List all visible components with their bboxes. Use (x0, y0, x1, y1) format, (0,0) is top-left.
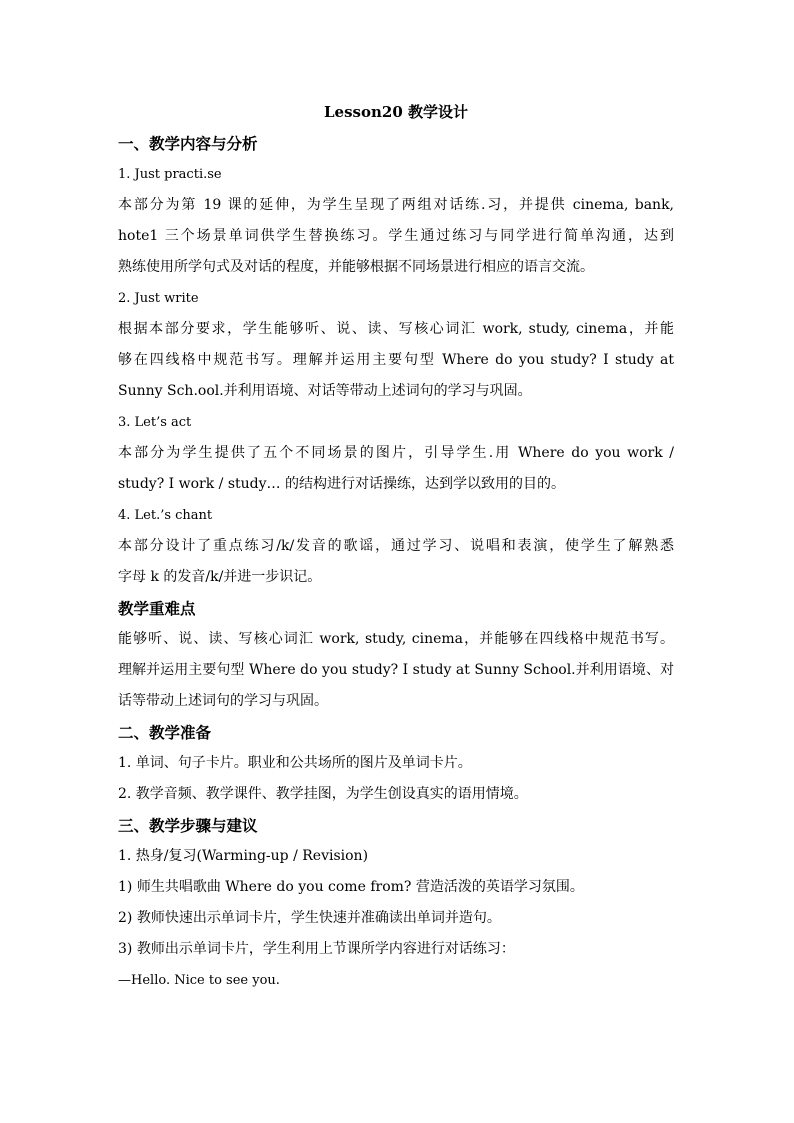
list-item: 1. 单词、句子卡片。职业和公共场所的图片及单词卡片。 (118, 755, 472, 771)
item-label-just-write: 2. Just write (118, 291, 199, 306)
paragraph-line: 熟练使用所学句式及对话的程度，并能够根据不同场景进行相应的语言交流。 (118, 259, 594, 275)
list-item: 2. 教学音频、教学课件、教学挂图，为学生创设真实的语用情境。 (118, 786, 528, 802)
list-item: 3) 教师出示单词卡片，学生利用上节课所学内容进行对话练习： (118, 941, 515, 957)
list-item: 2) 教师快速出示单词卡片，学生快速并准确读出单词并造句。 (118, 910, 501, 926)
paragraph-line: hote1 三个场景单词供学生替换练习。学生通过练习与同学进行简单沟通，达到 (118, 228, 674, 244)
item-label-lets-act: 3. Let’s act (118, 415, 192, 430)
section-heading-key-points: 教学重难点 (118, 599, 196, 618)
paragraph-line: 字母 k 的发音/k/并进一步识记。 (118, 569, 322, 585)
list-item: 1. 热身/复习(Warming-up / Revision) (118, 848, 369, 864)
paragraph-line: study? I work / study… 的结构进行对话操练，达到学以致用的目的。 (118, 476, 565, 492)
document-page (118, 96, 674, 996)
paragraph-line: 本部分为第 19 课的延伸，为学生呈现了两组对话练.习，并提供 cinema, bank, (118, 197, 674, 213)
paragraph-line: 理解并运用主要句型 Where do you study? I study at Sunny School.并利用语境、对 (118, 662, 674, 678)
document-title: Lesson20 教学设计 (324, 103, 468, 121)
paragraph-line: 能够听、说、读、写核心词汇 work, study, cinema，并能够在四线格中规范书写。 (118, 631, 674, 647)
paragraph-line: 话等带动上述词句的学习与巩固。 (118, 693, 328, 709)
paragraph-line: 够在四线格中规范书写。理解并运用主要句型 Where do you study? I study at (118, 352, 674, 368)
paragraph-line: 本部分设计了重点练习/k/发音的歌谣，通过学习、说唱和表演，使学生了解熟悉 (118, 538, 674, 554)
item-label-just-practise: 1. Just practi.se (118, 167, 222, 182)
dialogue-line: —Hello. Nice to see you. (118, 973, 280, 988)
paragraph-line: Sunny Sch.ool.并利用语境、对话等带动上述词句的学习与巩固。 (118, 383, 532, 399)
list-item: 1) 师生共唱歌曲 Where do you come from? 营造活泼的英语学习氛围。 (118, 879, 584, 895)
section-heading-content-analysis: 一、教学内容与分析 (118, 134, 258, 153)
paragraph-line: 根据本部分要求，学生能够听、说、读、写核心词汇 work, study, cinema，并能 (118, 321, 674, 337)
section-heading-teaching-steps: 三、教学步骤与建议 (118, 816, 258, 835)
item-label-lets-chant: 4. Let.’s chant (118, 508, 213, 523)
paragraph-line: 本部分为学生提供了五个不同场景的图片，引导学生.用 Where do you work / (118, 445, 674, 461)
section-heading-preparation: 二、教学准备 (118, 723, 212, 742)
